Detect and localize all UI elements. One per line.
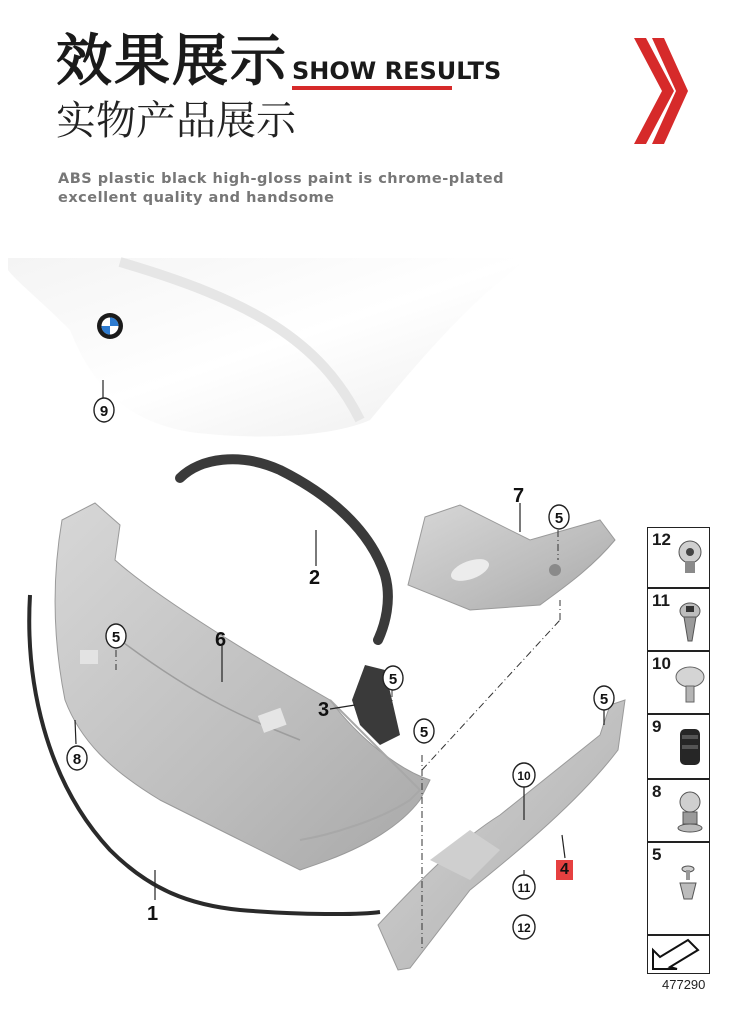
bonnet-part [8, 258, 530, 436]
bracket-part [408, 505, 615, 610]
legend-item-10 [647, 651, 710, 714]
parts-diagram [0, 250, 750, 1035]
legend-item-9 [647, 714, 710, 779]
highlighted-part-label: 4 [556, 860, 573, 880]
side-panel-part [378, 700, 625, 970]
legend-number: 10 [652, 654, 671, 673]
clip-icon [648, 528, 711, 588]
nut-icon [648, 780, 711, 842]
legend-item-arrow [647, 935, 710, 974]
chevron-right-icon [630, 36, 690, 146]
legend-item-5 [647, 842, 710, 935]
title-underline [292, 86, 452, 90]
legend-item-12 [647, 527, 710, 588]
legend-number: 8 [652, 782, 662, 801]
callout-5-a: 5 [111, 629, 121, 646]
page-title: 效果展示 [56, 29, 288, 94]
callout-6: 6 [215, 629, 227, 651]
legend-number: 12 [652, 530, 671, 549]
description-line-2: excellent quality and handsome [58, 190, 335, 206]
grommet-icon [648, 715, 711, 779]
rivet-icon [648, 652, 711, 714]
callout-8: 8 [72, 751, 82, 768]
callout-5-e: 5 [599, 691, 609, 708]
legend-item-11 [647, 588, 710, 651]
callout-3: 3 [318, 699, 330, 721]
page-title-english: SHOW RESULTS [292, 57, 502, 85]
legend-number: 11 [652, 591, 670, 610]
legend-number: 9 [652, 717, 662, 736]
callout-5-d: 5 [554, 510, 564, 527]
page-subtitle: 实物产品展示 [56, 98, 296, 144]
product-description [58, 170, 504, 208]
seal-strip-part [180, 459, 388, 640]
legend-number: 5 [652, 845, 662, 864]
arrow-down-left-icon [648, 936, 711, 974]
callout-1: 1 [147, 903, 159, 925]
clip-icon [648, 589, 711, 651]
callout-12: 12 [517, 921, 531, 935]
callout-5-c: 5 [419, 724, 429, 741]
callout-11: 11 [517, 881, 531, 895]
callout-2: 2 [309, 567, 321, 589]
bmw-logo-icon [97, 313, 123, 339]
description-line-1: ABS plastic black high-gloss paint is chrome-plated [58, 171, 504, 187]
push-rivet-icon [648, 843, 711, 935]
legend-item-8 [647, 779, 710, 842]
callout-5-b: 5 [388, 671, 398, 688]
callout-9: 9 [99, 403, 109, 420]
callout-10: 10 [517, 769, 531, 783]
catalog-number: 477290 [662, 977, 706, 992]
callout-7: 7 [513, 485, 525, 507]
